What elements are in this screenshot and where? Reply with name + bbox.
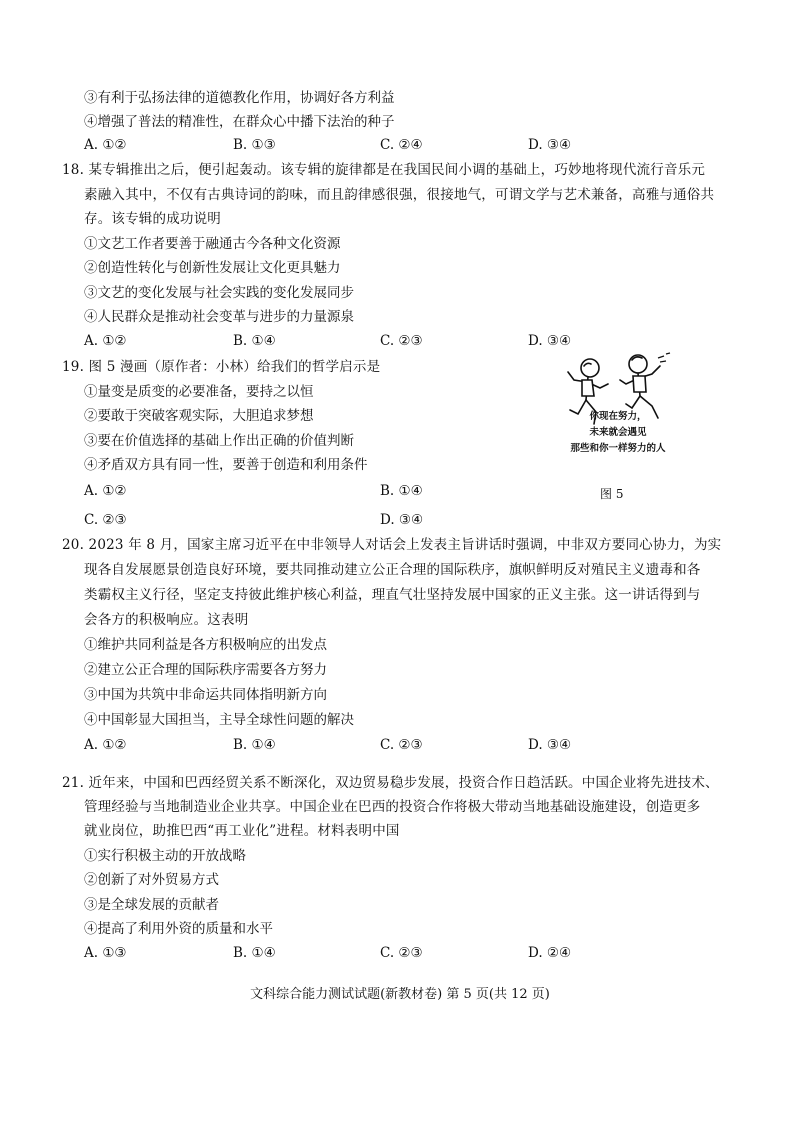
q19-option-c: C. ②③ xyxy=(84,512,127,528)
q19-option-b: B. ①④ xyxy=(380,483,423,499)
q19-statement-1: ①量变是质变的必要准备，要持之以恒 xyxy=(84,384,314,400)
q18-stem-line-3: 存。该专辑的成功说明 xyxy=(84,211,221,227)
q20-option-d: D. ③④ xyxy=(528,737,572,753)
q18-statement-2: ②创造性转化与创新性发展让文化更具魅力 xyxy=(84,260,341,276)
q20-option-a: A. ①② xyxy=(84,737,127,753)
q20-statement-2: ②建立公正合理的国际秩序需要各方努力 xyxy=(84,662,327,678)
q18-option-d: D. ③④ xyxy=(528,333,572,349)
page-footer: 文科综合能力测试试题(新教材卷) 第 5 页(共 12 页) xyxy=(250,987,550,1002)
q21-stem-line-1: 21. 近年来，中国和巴西经贸关系不断深化，双边贸易稳步发展，投资合作日趋活跃。中国企业将先进技术、 xyxy=(62,775,719,791)
q18-stem-line-1: 18. 某专辑推出之后，便引起轰动。该专辑的旋律都是在我国民间小调的基础上，巧妙地将现代流行音乐元 xyxy=(62,162,706,178)
q21-statement-2: ②创新了对外贸易方式 xyxy=(84,872,219,888)
q19-option-a: A. ①② xyxy=(84,483,127,499)
prev-option-d: D. ③④ xyxy=(528,137,572,153)
q18-option-b: B. ①④ xyxy=(233,333,276,349)
q18-option-a: A. ①② xyxy=(84,333,127,349)
motion-lines xyxy=(658,353,670,362)
prev-option-c: C. ②④ xyxy=(380,137,423,153)
q20-stem-line-1: 20. 2023 年 8 月，国家主席习近平在中非领导人对话会上发表主旨讲话时强调，中非双方要同心协力，为实 xyxy=(62,537,722,553)
q20-statement-4: ④中国彰显大国担当，主导全球性问题的解决 xyxy=(84,712,354,728)
q18-option-c: C. ②③ xyxy=(380,333,423,349)
cartoon-caption-1: 你现在努力， xyxy=(589,411,647,422)
prev-option-a: A. ①② xyxy=(84,137,127,153)
prev-statement-4: ④增强了普法的精准性，在群众心中播下法治的种子 xyxy=(84,114,395,130)
q21-statement-1: ①实行积极主动的开放战略 xyxy=(84,848,246,864)
q21-stem-line-2: 管理经验与当地制造业企业共享。中国企业在巴西的投资合作将极大带动当地基础设施建设，创造更多 xyxy=(84,799,701,815)
q21-option-c: C. ②③ xyxy=(380,945,423,961)
q19-option-d: D. ③④ xyxy=(380,512,424,528)
q21-option-b: B. ①④ xyxy=(233,945,276,961)
q19-statement-3: ③要在价值选择的基础上作出正确的价值判断 xyxy=(84,433,354,449)
prev-statement-3: ③有利于弘扬法律的道德教化作用，协调好各方利益 xyxy=(84,90,395,106)
prev-option-b: B. ①③ xyxy=(233,137,276,153)
q19-stem-line-1: 19. 图 5 漫画（原作者：小林）给我们的哲学启示是 xyxy=(62,359,381,375)
q20-stem-line-4: 会各方的积极响应。这表明 xyxy=(84,612,249,628)
q18-statement-3: ③文艺的变化发展与社会实践的变化发展同步 xyxy=(84,285,354,301)
q20-option-b: B. ①④ xyxy=(233,737,276,753)
q19-statement-2: ②要敢于突破客观实际，大胆追求梦想 xyxy=(84,408,314,424)
q20-statement-1: ①维护共同利益是各方积极响应的出发点 xyxy=(84,637,327,653)
q20-stem-line-3: 类霸权主义行径，坚定支持彼此维护核心利益，理直气壮坚持发展中国家的正义主张。这一讲话得到与 xyxy=(84,587,701,603)
q19-statement-4: ④矛盾双方具有同一性，要善于创造和利用条件 xyxy=(84,457,368,473)
q18-statement-1: ①文艺工作者要善于融通古今各种文化资源 xyxy=(84,236,341,252)
runner-right xyxy=(620,355,660,418)
q18-stem-line-2: 素融入其中，不仅有古典诗词的韵味，而且韵律感很强，很接地气，可谓文学与艺术兼备，高雅与通俗共 xyxy=(84,187,715,203)
q18-statement-4: ④人民群众是推动社会变革与进步的力量源泉 xyxy=(84,309,354,325)
figure-label: 图 5 xyxy=(600,487,624,501)
q21-stem-line-3: 就业岗位，助推巴西“再工业化”进程。材料表明中国 xyxy=(84,823,400,839)
q20-stem-line-2: 现各自发展愿景创造良好环境，要共同推动建立公正合理的国际秩序，旗帜鲜明反对殖民主义遗毒和各 xyxy=(84,562,701,578)
q21-statement-4: ④提高了利用外资的质量和水平 xyxy=(84,921,273,937)
q21-option-d: D. ②④ xyxy=(528,945,572,961)
q20-statement-3: ③中国为共筑中非命运共同体指明新方向 xyxy=(84,687,327,703)
cartoon-caption-3: 那些和你一样努力的人 xyxy=(570,443,666,454)
q20-option-c: C. ②③ xyxy=(380,737,423,753)
cartoon-caption-2: 未来就会遇见 xyxy=(589,427,647,438)
q21-statement-3: ③是全球发展的贡献者 xyxy=(84,897,219,913)
q21-option-a: A. ①③ xyxy=(84,945,127,961)
